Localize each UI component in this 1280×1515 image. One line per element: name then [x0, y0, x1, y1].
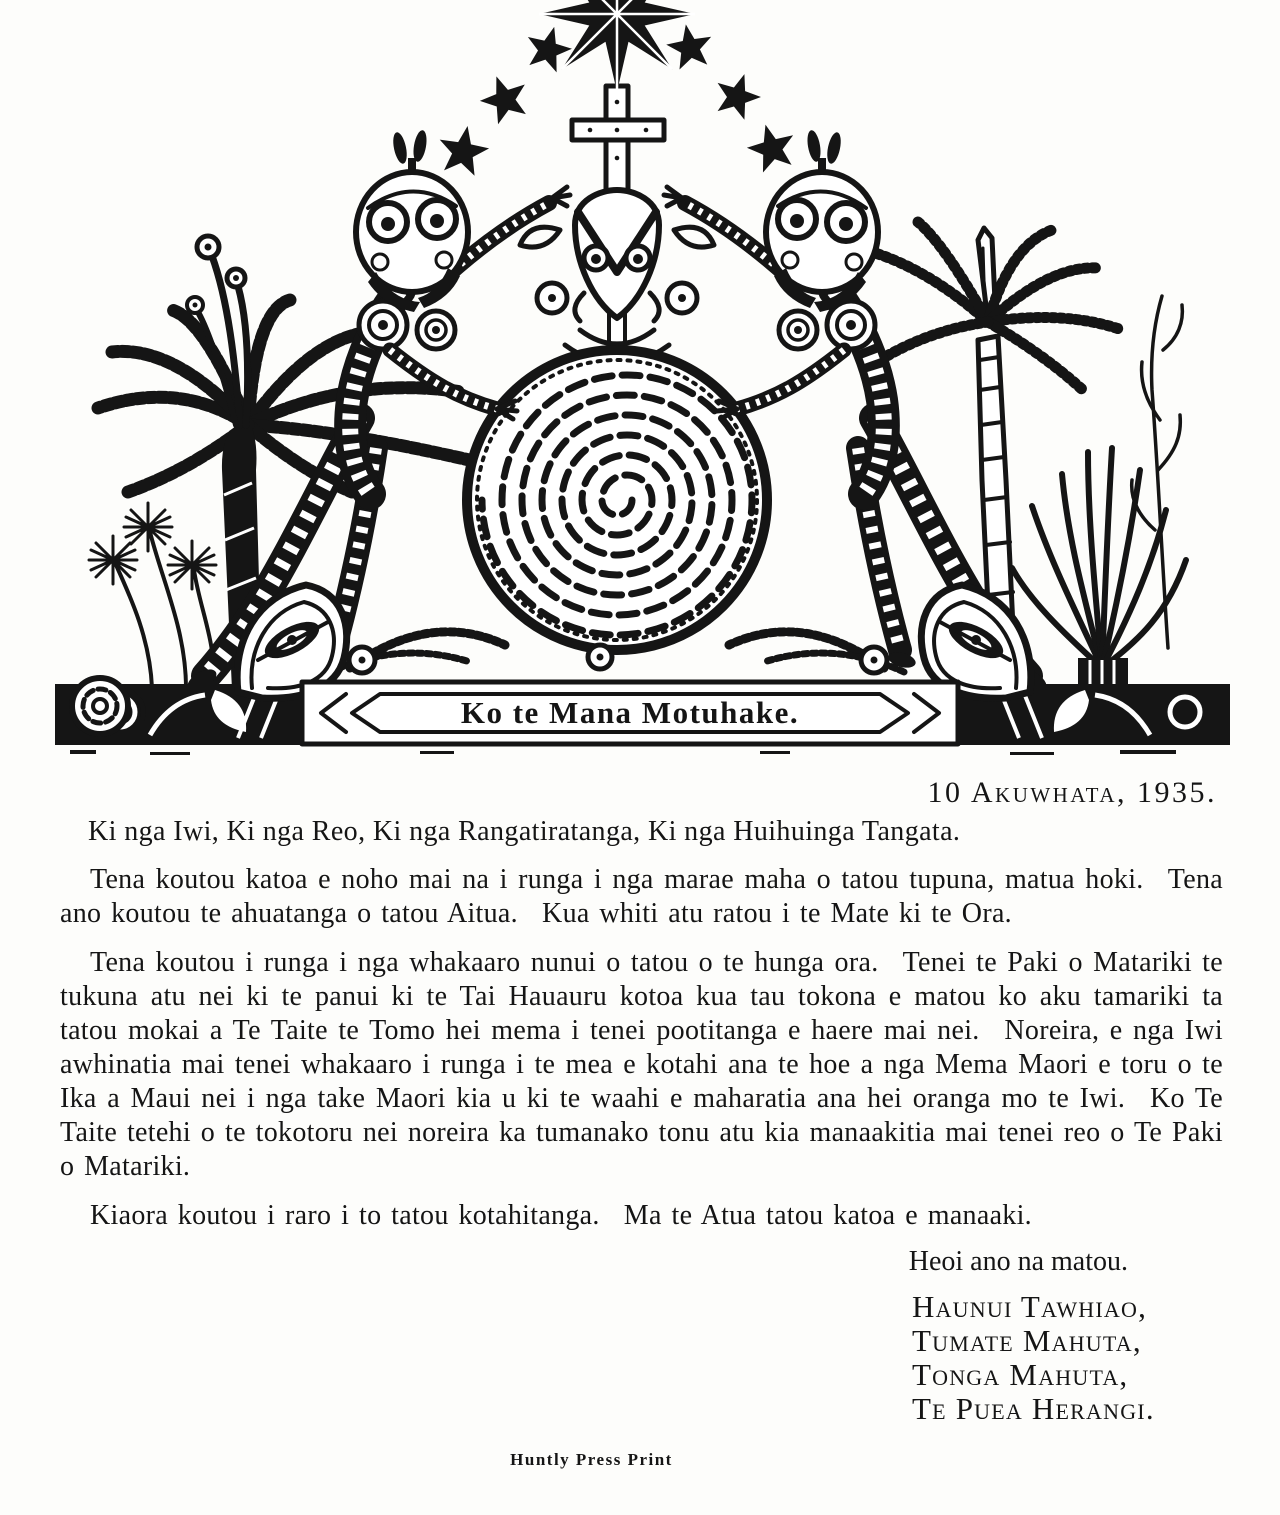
banner	[302, 682, 958, 744]
letter-body	[0, 776, 1280, 1470]
signature-4: Te Puea Herangi.	[912, 1391, 1155, 1426]
closing-line: Heoi ano na matou.	[908, 1246, 1128, 1277]
flax-bush-icon	[1012, 448, 1186, 688]
banner-motto: Ko te Mana Motuhake.	[460, 695, 800, 730]
signature-3: Tonga Mahuta,	[912, 1357, 1129, 1392]
printer-imprint: Huntly Press Print	[510, 1450, 673, 1469]
koru-spiral-disc-icon	[467, 350, 767, 650]
paragraph-1: Tena koutou katoa e noho mai na i runga i nga marae maha o tatou tupuna, matua hoki. Tena ano koutou te ahuatanga o tatou Aitua. Kua whiti atu ratou i te Mate ki te Ora.	[60, 864, 1223, 929]
cabbage-trees-icon	[89, 503, 216, 688]
paragraph-2: Tena koutou i runga i nga whakaaro nunui o tatou o te hunga ora. Tenei te Paki o Matariki te tukuna atu nei ki te panui ki te Tai Hauauru kotoa kua tau tokona e matou ko aku tamariki ta tatou mokai a Te Taite te Tomo hei mema i tenei pootitanga e haere mai nei. Noreira, e nga Iwi awhinatia mai tenei whakaaro i runga i te mea e kotahi ana te hoe a nga Mema Maori e toru o te Ika a Maui nei i nga take Maori kia u ki te waahi e maharatia ana hei oranga mo te Iwi. Ko Te Taite tetehi o te tokotoru nei noreira ka tumanako tonu atu kia manaakitia mai tenei reo o Te Paki o Matariki.	[60, 947, 1223, 1182]
signature-2: Tumate Mahuta,	[912, 1323, 1142, 1358]
signature-1: Haunui Tawhiao,	[912, 1289, 1148, 1324]
salutation: Ki nga Iwi, Ki nga Reo, Ki nga Rangatiratanga, Ki nga Huihuinga Tangata.	[88, 816, 961, 847]
signature-block	[912, 1290, 1223, 1426]
paragraph-3: Kiaora koutou i raro i to tatou kotahitanga. Ma te Atua tatou katoa e manaaki.	[90, 1200, 1032, 1231]
date-line: 10 Akuwhata, 1935.	[927, 776, 1217, 809]
